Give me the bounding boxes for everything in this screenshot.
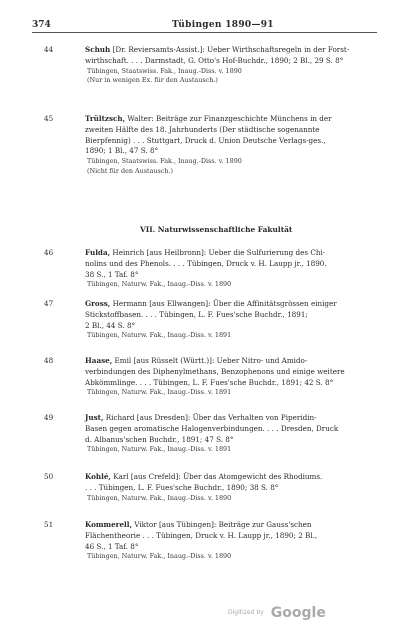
entry-number: 47 <box>44 299 54 308</box>
entry-author: Haase, <box>85 356 113 365</box>
entry-note: Tübingen, Naturw. Fak., Inaug.-Diss. v. 1891 <box>87 445 232 454</box>
entry-line: Schuh [Dr. Reviersamts-Assist.]: Ueber Wirthschaftsregeln in der Forst- <box>85 45 350 54</box>
entry-number: 48 <box>44 356 54 365</box>
page-number: 374 <box>32 20 51 30</box>
watermark-prefix: Digitized by <box>228 609 264 616</box>
entry-note: Tübingen, Naturw. Fak., Inaug.-Diss. v. 1891 <box>87 331 232 340</box>
entry-number: 44 <box>44 45 54 54</box>
entry-line: Just, Richard [aus Dresden]: Über das Verhalten von Piperidin- <box>85 413 317 422</box>
entry-author: Schuh <box>85 45 111 54</box>
entry-line: . . . Tübingen, L. F. Fues'sche Buchdr., 1890; 38 S. 8° <box>85 482 279 492</box>
entry-number: 46 <box>44 248 54 257</box>
entry-note: (Nicht für den Austausch.) <box>87 166 174 175</box>
entry-number: 50 <box>44 472 54 481</box>
entry-number: 51 <box>44 520 54 529</box>
entry-author: Gross, <box>85 299 111 308</box>
entry-line: Abkömmlinge. . . . Tübingen, L. F. Fues'sche Buchdr., 1891; 42 S. 8° <box>85 377 334 387</box>
entry-author: Just, <box>85 413 104 422</box>
entry-line: Kommerell, Viktor [aus Tübingen]: Beiträge zur Gauss'schen <box>85 520 312 529</box>
entry-line: Gross, Hermann [aus Ellwangen]: Über die Affinitätsgrössen einiger <box>85 299 337 308</box>
bibliography-entry <box>32 299 378 341</box>
entry-note: Tübingen, Naturw. Fak., Inaug.-Diss. v. 1890 <box>87 552 232 561</box>
entry-line: Kohlé, Karl [aus Crefeld]: Über das Atomgewicht des Rhodiums. <box>85 472 323 481</box>
entry-note: (Nur in wenigen Ex. für den Austausch.) <box>87 76 218 85</box>
bibliography-entry <box>32 520 378 562</box>
entry-author: Kommerell, <box>85 520 132 529</box>
entry-line: zweiten Hälfte des 18. Jahrhunderts (Der städtische sogenannte <box>85 124 320 134</box>
entry-note: Tübingen, Naturw. Fak., Inaug.-Diss. v. 1890 <box>87 493 232 502</box>
entry-number: 49 <box>44 413 54 422</box>
entry-line: 2 Bl., 44 S. 8° <box>85 320 136 330</box>
entry-author: Kohlé, <box>85 472 111 481</box>
entry-line: Trültzsch, Walter: Beiträge zur Finanzgeschichte Münchens in der <box>85 114 332 123</box>
entry-line: Fulda, Heinrich [aus Heilbronn]: Ueber die Sulfurierung des Chi- <box>85 248 326 257</box>
bibliography-entry <box>32 114 378 177</box>
entry-line: wirthschaft. . . . Darmstadt, G. Otto's Hof-Buchdr., 1890; 2 Bl., 29 S. 8° <box>85 55 344 65</box>
bibliography-entry <box>32 413 378 455</box>
entry-line: Stickstoffbasen. . . . Tübingen, L. F. Fues'sche Buchdr., 1891; <box>85 309 308 319</box>
header-rule <box>32 32 377 33</box>
bibliography-entry <box>32 45 378 86</box>
bibliography-entry <box>32 248 378 290</box>
running-head: Tübingen 1890—91 <box>172 20 274 30</box>
entry-line: Bierpfennig) . . . Stuttgart, Druck d. Union Deutsche Verlags-ges., <box>85 135 326 145</box>
entry-line: 46 S., 1 Taf. 8° <box>85 541 139 551</box>
bibliography-entry <box>32 472 378 503</box>
section-heading: VII. Naturwissenschaftliche Fakultät <box>140 225 293 234</box>
entry-line: Flächentheorie . . . Tübingen, Druck v. H. Laupp jr., 1890; 2 Bl., <box>85 530 318 540</box>
google-watermark <box>228 602 326 621</box>
entry-line: 1890; 1 Bl., 47 S. 8° <box>85 146 159 156</box>
entry-note: Tübingen, Naturw. Fak., Inaug.-Diss. v. 1891 <box>87 388 232 397</box>
bibliography-entry <box>32 356 378 398</box>
entry-line: nolins und des Phenols. . . . Tübingen, Druck v. H. Laupp jr., 1890. <box>85 258 327 268</box>
entry-author: Trültzsch, <box>85 114 126 123</box>
entry-note: Tübingen, Staatswiss. Fak., Inaug.-Diss. v. 1890 <box>87 66 242 75</box>
entry-line: verbindungen des Diphenylmethans, Benzophenons und einige weitere <box>85 366 345 376</box>
entry-note: Tübingen, Naturw. Fak., Inaug.-Diss. v. 1890 <box>87 280 232 289</box>
entry-line: Haase, Emil [aus Rüsselt (Württ.)]: Ueber Nitro- und Amido- <box>85 356 308 365</box>
entry-number: 45 <box>44 114 54 123</box>
entry-line: d. Albanus'schen Buchdr., 1891; 47 S. 8° <box>85 434 234 444</box>
entry-note: Tübingen, Staatswiss. Fak., Inaug.-Diss. v. 1890 <box>87 157 242 166</box>
entry-line: Basen gegen aromatische Halogenverbindungen. . . . Dresden, Druck <box>85 423 339 433</box>
google-logo: Google <box>270 604 326 621</box>
entry-author: Fulda, <box>85 248 111 257</box>
entry-line: 38 S., 1 Taf. 8° <box>85 269 139 279</box>
